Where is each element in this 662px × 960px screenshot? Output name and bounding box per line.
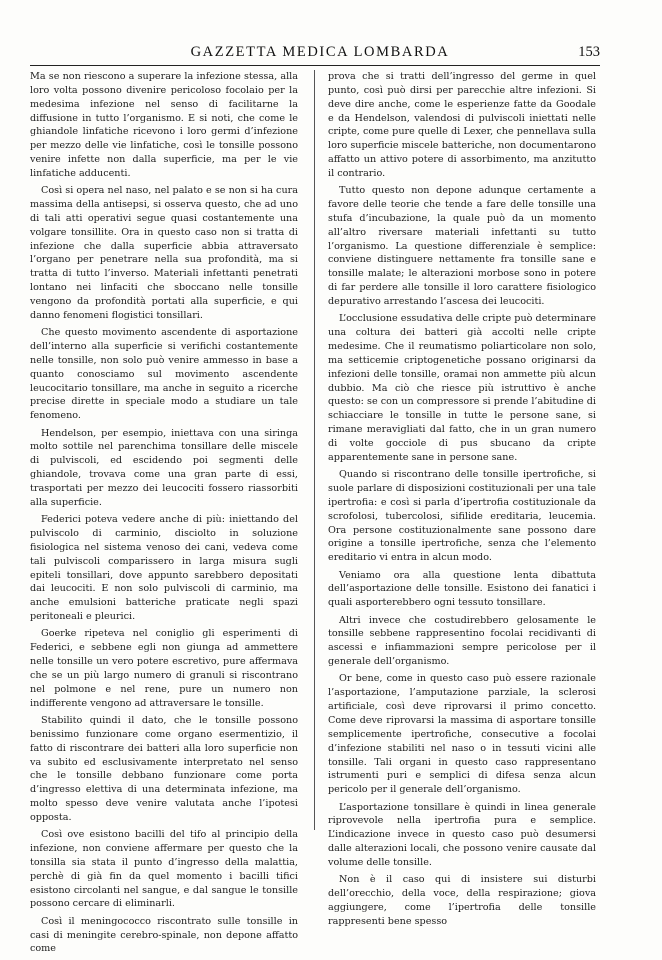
paragraph: L’occlusione essudativa delle cripte può determinare una coltura dei batteri già accolti nelle cripte medesime. Che il reumatismo poliarticolare non solo, ma setticemie criptogenetiche possano originarsi da infezioni delle tonsille, oramai non ammette più alcun dubbio. Ma ciò che riesce più istruttivo è anche questo: se con un compressore si prende l’abitudine di schiacciare le tonsille in tutte le persone sane, si rimane meravigliati dal fatto, che in un gran numero di volte gocciole di pus sbucano da cripte apparentemente sane in persone sane. — [328, 313, 596, 463]
paragraph: Così ove esistono bacilli del tifo al principio della infezione, non conviene affermare per questo che la tonsilla sia stata il punto d’ingresso della malattia, perchè di già fin da quel momento i bacilli tifici esistono circolanti nel sangue, e dal sangue le tonsille possono cercare di eliminarli. — [30, 829, 298, 910]
journal-title: GAZZETTA MEDICA LOMBARDA — [190, 44, 450, 60]
paragraph: Ma se non riescono a superare la infezione stessa, alla loro volta possono divenire pericoloso focolaio per la medesima infezione nel senso di facilitarne la diffusione in tutto l’organismo. E si noti, che come le ghiandole linfatiche ricevono i loro germi d’infezione per mezzo delle vie linfatiche, così le tonsille possono venire infette non dalla superficie, ma per le vie linfatiche adducenti. — [30, 71, 298, 179]
page-header — [40, 36, 600, 62]
paragraph: Così si opera nel naso, nel palato e se non si ha cura massima della antisepsi, si osserva questo, che ad uno di tali atti operativi segue quasi costantemente una volgare tonsillite. Ora in questo caso non si tratta di infezione che dalla superficie abbia attraversato l’organo per penetrare nella sua profondità, ma si tratta di tutto l’inverso. Materiali infettanti penetrati lontano nei linfaciti che sboccano nelle tonsille vengono da profondità portati alla superficie, e qui danno fenomeni flogistici tonsillari. — [30, 185, 298, 321]
paragraph: Altri invece che costudirebbero gelosamente le tonsille sebbene rappresentino focolai recidivanti di ascessi e infiammazioni sempre pericolose per il generale dell’organismo. — [328, 614, 596, 668]
paragraph: Così il meningococco riscontrato sulle tonsille in casi di meningite cerebro-spinale, non depone affatto come — [30, 915, 298, 955]
paragraph: Goerke ripeteva nel coniglio gli esperimenti di Federici, e sebbene egli non giunga ad ammettere nelle tonsille un vero potere escretivo, pure affermava che se un più largo numero di granuli si riscontrano nel polmone e nel rene, pure un numero non indifferente vengono ad attraversare le tonsille. — [30, 628, 298, 709]
right-column — [328, 70, 596, 932]
paragraph: Quando si riscontrano delle tonsille ipertrofiche, si suole parlare di disposizioni costituzionali per una tale ipertrofia: e così si parla d’ipertrofia costituzionale da scrofolosi, tubercolosi, sifilide ereditaria, leucemia. Ora persone costituzionalmente sane possono dare origine a tonsille ipertrofiche, senza che l’elemento ereditario vi entra in alcun modo. — [328, 469, 596, 564]
paragraph: Or bene, come in questo caso può essere razionale l’asportazione, l’amputazione parziale, la sclerosi artificiale, così deve riprovarsi il primo concetto. Come deve riprovarsi la massima di asportare tonsille semplicemente ipertrofiche, consecutive a focolai d’infezione stabiliti nel naso o in tessuti vicini alle tonsille. Tali organi in questo caso rappresentano istrumenti puri e semplici di difesa senza alcun pericolo per il generale dell’organismo. — [328, 673, 596, 796]
paragraph: Veniamo ora alla questione lenta dibattuta dell’asportazione delle tonsille. Esistono dei fanatici i quali asporterebbero ogni tessuto tonsillare. — [328, 569, 596, 609]
paragraph: Federici poteva vedere anche di più: iniettando del pulviscolo di carminio, disciolto in soluzione fisiologica nel sistema venoso dei cani, vedeva come tali pulviscoli comparissero in larga misura sugli epiteli tonsillari, dove appunto sarebbero depositati dai leucociti. E non solo pulviscoli di carminio, ma anche emulsioni batteriche praticate negli spazi peritoneali e pleurici. — [30, 514, 298, 623]
left-column — [30, 70, 298, 960]
paragraph: Stabilito quindi il dato, che le tonsille possono benissimo funzionare come organo esermentizio, il fatto di riscontrare dei batteri alla loro superficie non va subito ed esclusivamente interpretato nel senso che le tonsille debbano funzionare come porta d’ingresso elettiva di una determinata infezione, ma molto spesso deve venire valutata anche l’ipotesi opposta. — [30, 714, 298, 823]
paragraph: Hendelson, per esempio, iniettava con una siringa molto sottile nel parenchima tonsillare delle miscele di pulviscoli, ed escidendo poi segmenti delle ghiandole, trovava come una gran parte di essi, trasportati per mezzo dei leucociti fossero riassorbiti alla superficie. — [30, 427, 298, 508]
column-divider — [314, 70, 315, 830]
header-rule — [30, 65, 600, 66]
paragraph: Tutto questo non depone adunque certamente a favore delle teorie che tende a fare delle tonsille una stufa d’incubazione, la quale può da un momento all’altro riversare materiali infettanti su tutto l’organismo. La questione differenziale è semplice: conviene distinguere nettamente fra tonsille sane e tonsille malate; le alterazioni morbose sono in potere di far perdere alle tonsille il loro carattere fisiologico depurativo arrestando l’ascesa dei leucociti. — [328, 185, 596, 307]
paragraph: Che questo movimento ascendente di asportazione dell’interno alla superficie si verifichi costantemente nelle tonsille, non solo può venire ammesso in base a quanto conosciamo sul movimento ascendente leucocitario tonsillare, ma anche in seguito a ricerche precise dirette in speciale modo a studiare un tale fenomeno. — [30, 327, 298, 422]
paragraph: Non è il caso qui di insistere sui disturbi dell’orecchio, della voce, della respirazione; giova aggiungere, come l’ipertrofia delle tonsille rappresenti bene spesso — [328, 874, 596, 927]
paragraph: prova che si tratti dell’ingresso del germe in quel punto, così può dirsi per parecchie altre infezioni. Si deve dire anche, come le esperienze fatte da Goodale e da Hendelson, valendosi di pulviscoli iniettati nelle cripte, come pure quelle di Lexer, che pennellava sulla loro superficie miscele batteriche, non documentarono affatto un attivo potere di assorbimento, ma anzitutto il contrario. — [328, 71, 596, 179]
page-number: 153 — [578, 44, 600, 60]
paragraph: L’asportazione tonsillare è quindi in linea generale riprovevole nella ipertrofia pura e semplice. L’indicazione invece in questo caso può desumersi dalle alterazioni locali, che possono venire causate dal volume delle tonsille. — [328, 801, 596, 868]
